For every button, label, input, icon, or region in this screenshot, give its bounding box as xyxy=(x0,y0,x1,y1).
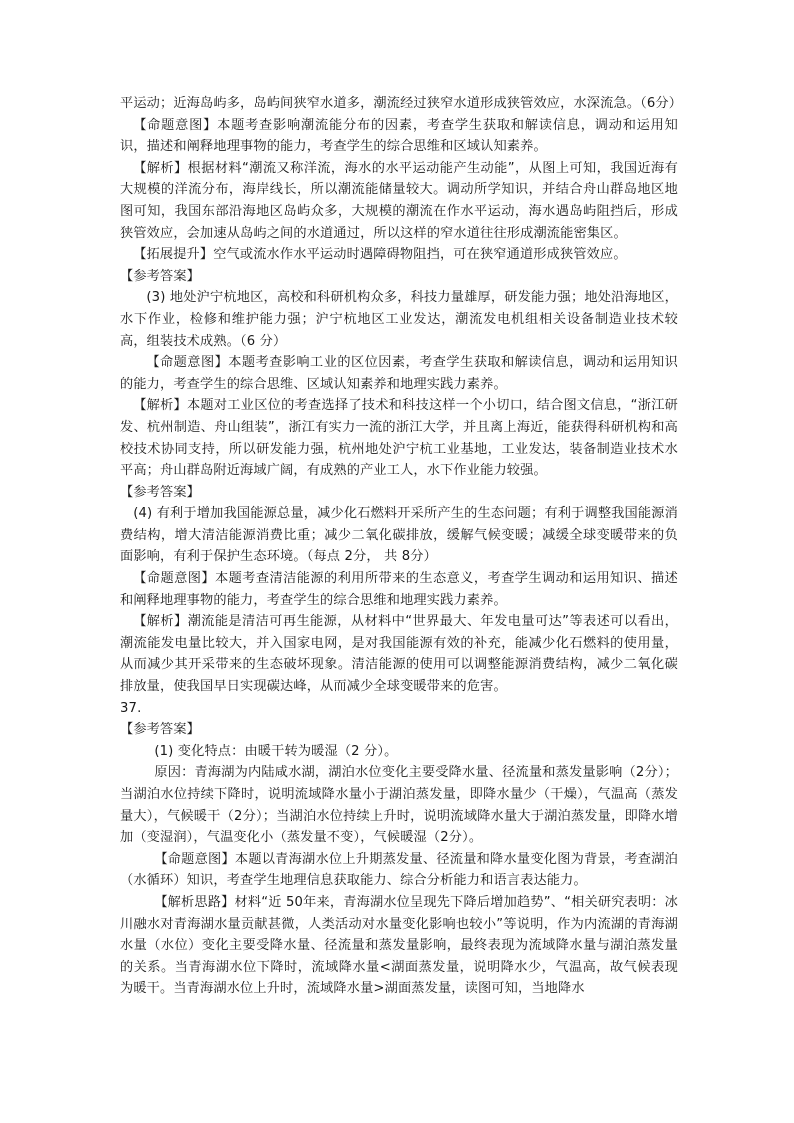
reference-answer-heading: 【参考答案】 xyxy=(120,722,201,738)
answer-paragraph: (4) 有利于增加我国能源总量，减少化石燃料开采所产生的生态问题；有利于调整我国能源消费结构，增大清洁能源消费比重；减少二氧化碳排放，缓解气候变暖；减缓全球变暖带来的负面影响，有利于保护生态环境。（每点 2分， 共 8分） xyxy=(120,506,678,565)
intent-paragraph: 【命题意图】本题考查清洁能源的利用所带来的生态意义，考查学生调动和运用知识、描述和阐释地理事物的能力，考查学生的综合思维和地理实践力素养。 xyxy=(120,571,678,608)
analysis-paragraph: 【解析思路】材料“近 50年来，青海湖水位呈现先下降后增加趋势”、“相关研究表明：冰川融水对青海湖水量贡献甚微，人类活动对水量变化影响也较小”等说明，作为内流湖的青海湖水量（水位）变化主要受降水量、径流量和蒸发量影响，最终表现为流域降水量与湖泊蒸发量的关系。当青海湖水位下降时，流域降水量<湖面蒸发量，说明降水少，气温高，故气候表现为暖干。当青海湖水位上升时，流域降水量>湖面蒸发量，读图可知，当地降水 xyxy=(120,894,678,997)
reference-answer-heading: 【参考答案】 xyxy=(120,268,201,284)
analysis-paragraph: 【解析】根据材料“潮流又称洋流，海水的水平运动能产生动能”，从图上可知，我国近海有大规模的洋流分布，海岸线长，所以潮流能储量较大。调动所学知识，并结合舟山群岛地区地图可知，我国东部沿海地区岛屿众多，大规模的潮流在作水平运动，海水遇岛屿阻挡后，形成狭管效应，会加速从岛屿之间的水道通过，所以这样的窄水道往往形成潮流能密集区。 xyxy=(120,160,678,241)
reference-answer-heading: 【参考答案】 xyxy=(120,484,201,500)
intent-paragraph: 【命题意图】本题以青海湖水位上升期蒸发量、径流量和降水量变化图为背景，考查湖泊（水循环）知识，考查学生地理信息获取能力、综合分析能力和语言表达能力。 xyxy=(120,851,678,889)
analysis-paragraph: 【解析】本题对工业区位的考查选择了技术和科技这样一个小切口，结合图文信息，“浙江研发、杭州制造、舟山组装”，浙江有实力一流的浙江大学，并且离上海近，能获得科研机构和高校技术协同支持，所以研发能力强，杭州地处沪宁杭工业基地，工业发达，装备制造业技术水平高；舟山群岛附近海域广阔，有成熟的产业工人，水下作业能力较强。 xyxy=(120,398,678,479)
answer-paragraph: (3) 地处沪宁杭地区，高校和科研机构众多，科技力量雄厚，研发能力强；地处沿海地区，水下作业，检修和维护能力强；沪宁杭地区工业发达，潮流发电机组相关设备制造业技术较高，组装技术成熟。（6 分） xyxy=(120,290,678,349)
extension-paragraph: 【拓展提升】空气或流水作水平运动时遇障碍物阻挡，可在狭窄通道形成狭管效应。 xyxy=(133,247,627,263)
answer-paragraph: (1) 变化特点：由暖干转为暖湿（2 分）。 xyxy=(154,743,398,759)
answer-paragraph: 平运动；近海岛屿多，岛屿间狭窄水道多，潮流经过狭窄水道形成狭管效应，水深流急。（6分） xyxy=(120,96,683,111)
intent-paragraph: 【命题意图】本题考查影响工业的区位因素，考查学生获取和解读信息，调动和运用知识的能力，考查学生的综合思维、区域认知素养和地理实践力素养。 xyxy=(120,355,678,392)
intent-paragraph: 【命题意图】本题考查影响潮流能分布的因素，考查学生获取和解读信息，调动和运用知识，描述和阐释地理事物的能力，考查学生的综合思维和区域认知素养。 xyxy=(120,117,678,155)
question-number: 37. xyxy=(120,700,142,716)
analysis-paragraph: 【解析】潮流能是清洁可再生能源，从材料中“世界最大、年发电量可达”等表述可以看出，潮流能发电量比较大，并入国家电网，是对我国能源有效的补充，能减少化石燃料的使用量，从而减少其开采带来的生态破坏现象。清洁能源的使用可以调整能源消费结构，减少二氧化碳排放量，使我国早日实现碳达峰，从而减少全球变暖带来的危害。 xyxy=(120,614,678,695)
reason-paragraph: 原因：青海湖为内陆咸水湖，湖泊水位变化主要受降水量、径流量和蒸发量影响（2分）；当湖泊水位持续下降时，说明流域降水量小于湖泊蒸发量，即降水量少（干燥），气温高（蒸发量大），气候暖干（2分）；当湖泊水位持续上升时，说明流域降水量大于湖泊蒸发量，即降水增加（变湿润），气温变化小（蒸发量不变），气候暖湿（2分）。 xyxy=(120,765,678,846)
document-body xyxy=(120,93,683,1000)
